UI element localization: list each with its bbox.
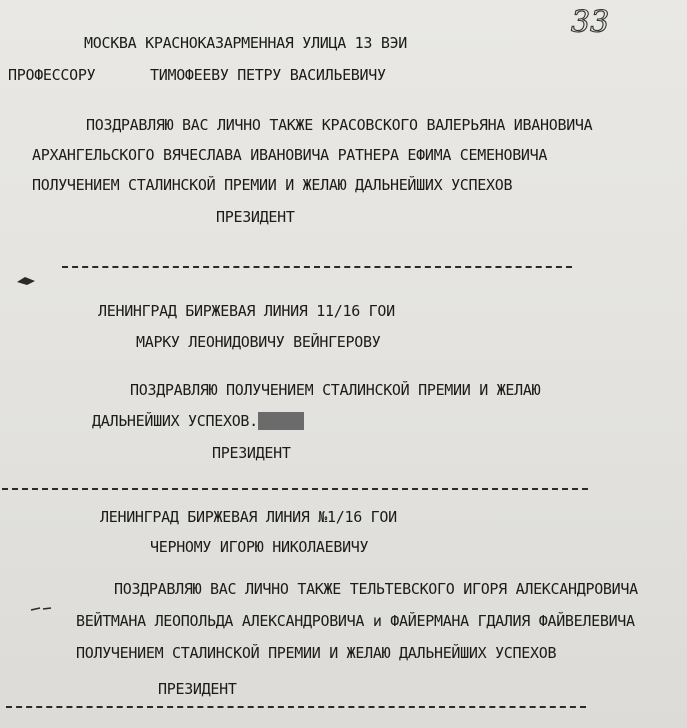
separator-dashed xyxy=(2,488,588,490)
page-number-handwritten xyxy=(569,4,609,40)
telegram-2-address: ЛЕНИНГРАД БИРЖЕВАЯ ЛИНИЯ 11/16 ГОИ xyxy=(98,302,395,320)
telegram-1-body-line-2: АРХАНГЕЛЬСКОГО ВЯЧЕСЛАВА ИВАНОВИЧА РАТНЕРА ЕФИМА СЕМЕНОВИЧА xyxy=(32,146,548,164)
telegram-3-body-line-1: ПОЗДРАВЛЯЮ ВАС ЛИЧНО ТАКЖЕ ТЕЛЬТЕВСКОГО ИГОРЯ АЛЕКСАНДРОВИЧА xyxy=(114,580,638,598)
telegram-1-recipient-name: ТИМОФЕЕВУ ПЕТРУ ВАСИЛЬЕВИЧУ xyxy=(150,66,386,84)
telegram-3-recipient-name: ЧЕРНОМУ ИГОРЮ НИКОЛАЕВИЧУ xyxy=(150,538,369,556)
telegram-2-body-line-2-text: ДАЛЬНЕЙШИХ УСПЕХОВ. xyxy=(92,412,258,430)
telegram-3-body-line-3: ПОЛУЧЕНИЕМ СТАЛИНСКОЙ ПРЕМИИ И ЖЕЛАЮ ДАЛЬНЕЙШИХ УСПЕХОВ xyxy=(76,644,557,662)
telegram-3-address: ЛЕНИНГРАД БИРЖЕВАЯ ЛИНИЯ №1/16 ГОИ xyxy=(100,508,397,526)
telegram-1-recipient-prefix: ПРОФЕССОРУ xyxy=(8,66,96,84)
ink-blot xyxy=(16,276,36,286)
page-number-text: 33 xyxy=(571,5,609,40)
telegram-3-body-line-2: ВЕЙТМАНА ЛЕОПОЛЬДА АЛЕКСАНДРОВИЧА и ФАЙЕРМАНА ГДАЛИЯ ФАЙВЕЛЕВИЧА xyxy=(76,612,635,630)
separator-dashed xyxy=(62,266,572,268)
telegram-2-body-line-1: ПОЗДРАВЛЯЮ ПОЛУЧЕНИЕМ СТАЛИНСКОЙ ПРЕМИИ И ЖЕЛАЮ xyxy=(130,381,541,399)
telegram-1-body-line-1: ПОЗДРАВЛЯЮ ВАС ЛИЧНО ТАКЖЕ КРАСОВСКОГО ВАЛЕРЬЯНА ИВАНОВИЧА xyxy=(86,116,593,134)
separator-dashed xyxy=(6,706,586,708)
telegram-2-recipient-name: МАРКУ ЛЕОНИДОВИЧУ ВЕЙНГЕРОВУ xyxy=(136,333,381,351)
telegram-1-body-line-3: ПОЛУЧЕНИЕМ СТАЛИНСКОЙ ПРЕМИИ И ЖЕЛАЮ ДАЛЬНЕЙШИХ УСПЕХОВ xyxy=(32,176,513,194)
telegram-2-signature: ПРЕЗИДЕНТ xyxy=(212,444,291,462)
margin-tick-mark xyxy=(30,606,52,612)
struck-word xyxy=(258,412,304,430)
telegram-3-signature: ПРЕЗИДЕНТ xyxy=(158,680,237,698)
telegram-1-signature: ПРЕЗИДЕНТ xyxy=(216,208,295,226)
telegram-1-address: МОСКВА КРАСНОКАЗАРМЕННАЯ УЛИЦА 13 ВЭИ xyxy=(84,34,408,52)
telegram-2-body-line-2 xyxy=(92,412,304,430)
